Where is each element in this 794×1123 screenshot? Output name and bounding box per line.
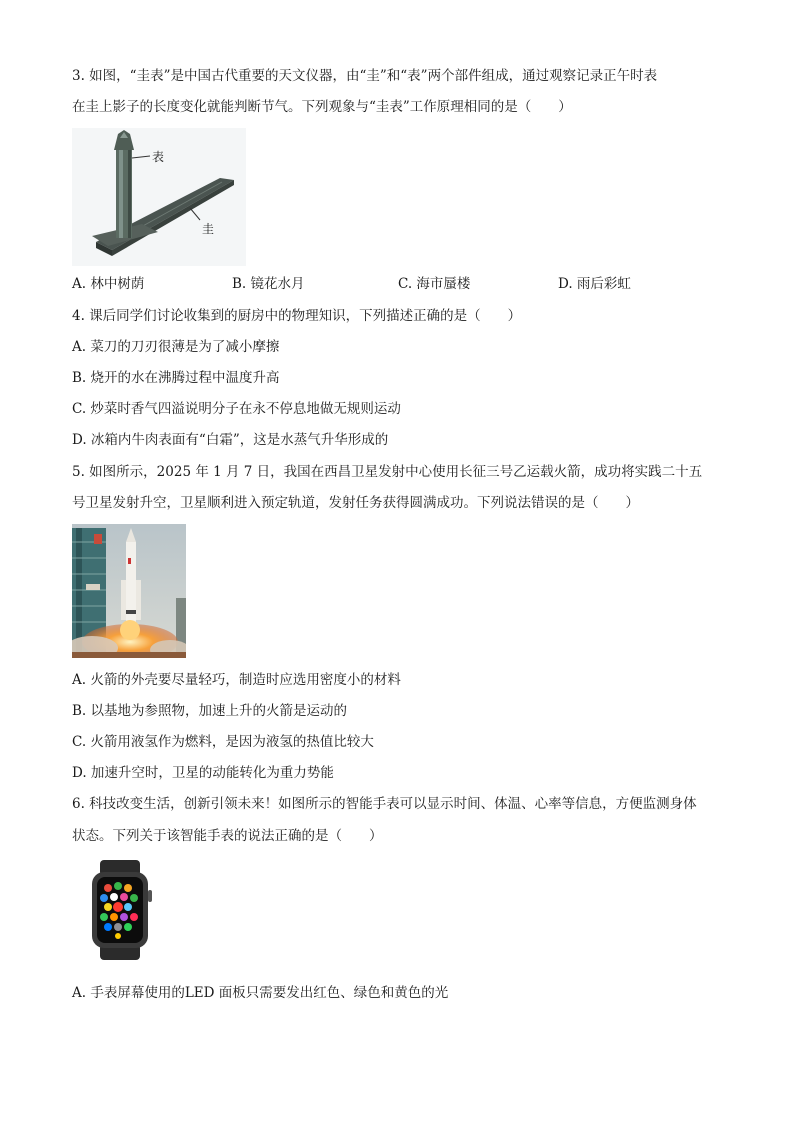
label-gui: 圭 (202, 222, 215, 236)
q5-stem-line2: 号卫星发射升空，卫星顺利进入预定轨道，发射任务获得圆满成功。下列说法错误的是（ ） (72, 495, 639, 511)
rocket-launch-photo (72, 524, 186, 658)
q3-option-a[interactable]: A. 林中树荫 (72, 276, 145, 292)
q3-option-b[interactable]: B. 镜花水月 (232, 276, 305, 292)
q4-option-a[interactable]: A. 菜刀的刀刃很薄是为了减小摩擦 (72, 339, 280, 355)
label-biao: 表 (152, 150, 165, 164)
smartwatch-illustration (88, 860, 156, 960)
q6-stem-line1: 6. 科技改变生活，创新引领未来！如图所示的智能手表可以显示时间、体温、心率等信息，方便监测身体 (72, 796, 697, 812)
q5-option-c[interactable]: C. 火箭用液氢作为燃料，是因为液氢的热值比较大 (72, 734, 374, 750)
q6-stem-line2: 状态。下列关于该智能手表的说法正确的是（ ） (72, 828, 383, 844)
q3-options (72, 272, 722, 296)
q3-option-c[interactable]: C. 海市蜃楼 (398, 276, 471, 292)
q3-stem-line2: 在圭上影子的长度变化就能判断节气。下列观象与“圭表”工作原理相同的是（ ） (72, 99, 572, 115)
smartwatch-figure (88, 860, 156, 960)
q5-option-d[interactable]: D. 加速升空时，卫星的动能转化为重力势能 (72, 765, 334, 781)
guibiao-figure (72, 128, 246, 266)
rocket-illustration (72, 524, 186, 658)
q6-option-a[interactable]: A. 手表屏幕使用的LED 面板只需要发出红色、绿色和黄色的光 (72, 985, 449, 1001)
q3-stem-line1: 3. 如图，“圭表”是中国古代重要的天文仪器，由“圭”和“表”两个部件组成，通过观察记录正午时表 (72, 68, 658, 84)
q4-option-b[interactable]: B. 烧开的水在沸腾过程中温度升高 (72, 370, 280, 386)
q4-option-d[interactable]: D. 冰箱内牛肉表面有“白霜”，这是水蒸气升华形成的 (72, 432, 389, 448)
q4-stem: 4. 课后同学们讨论收集到的厨房中的物理知识，下列描述正确的是（ ） (72, 308, 522, 324)
q5-option-a[interactable]: A. 火箭的外壳要尽量轻巧，制造时应选用密度小的材料 (72, 672, 401, 688)
q5-stem-line1: 5. 如图所示，2025 年 1 月 7 日，我国在西昌卫星发射中心使用长征三号乙运载火箭，成功将实践二十五 (72, 464, 703, 480)
q5-option-b[interactable]: B. 以基地为参照物，加速上升的火箭是运动的 (72, 703, 348, 719)
q3-option-d[interactable]: D. 雨后彩虹 (558, 276, 631, 292)
q4-option-c[interactable]: C. 炒菜时香气四溢说明分子在永不停息地做无规则运动 (72, 401, 401, 417)
